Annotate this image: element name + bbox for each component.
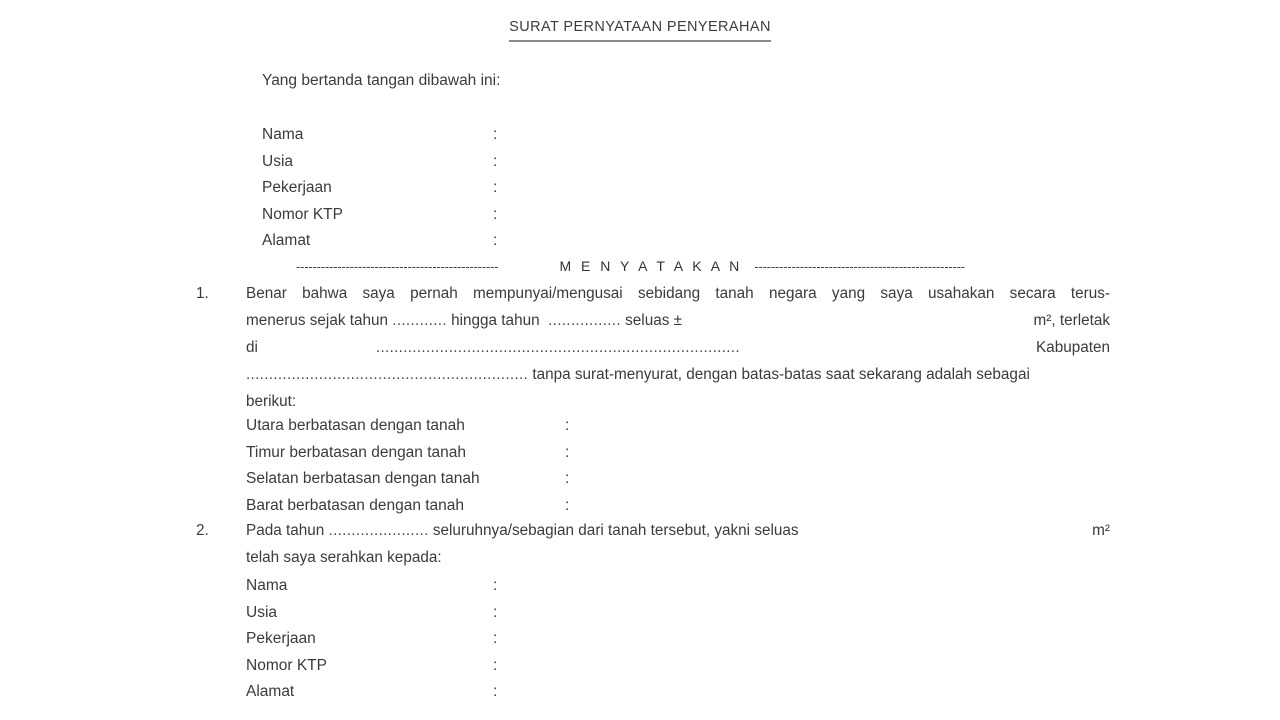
title-container: [0, 18, 1280, 42]
clause-1-kabupaten-label: Kabupaten: [1035, 339, 1110, 356]
clause-1-line-3: [246, 339, 1110, 366]
field-label: Barat berbatasan dengan tanah: [246, 496, 465, 514]
clause-1-line-4-text: tanpa surat-menyurat, dengan batas-batas saat sekarang adalah sebagai: [532, 366, 1030, 383]
clause-1-line-3-text-a: di: [246, 339, 258, 356]
field-label: Usia: [246, 603, 278, 621]
field-colon: :: [493, 232, 498, 250]
clause-1-line-2-text-b: hingga tahun: [451, 312, 540, 329]
clause-1-line-4: [246, 366, 1110, 393]
field-colon: :: [493, 205, 498, 223]
clause-1-line-1: Benar bahwa saya pernah mempunyai/mengusai sebidang tanah negara yang saya usahakan secara terus-: [246, 285, 1110, 302]
clause-2-number: 2.: [196, 522, 209, 539]
field-label: Alamat: [262, 232, 311, 250]
clause-1-line-2: [246, 312, 1110, 339]
clause-1-kabupaten-blank[interactable]: ..............................................................: [246, 366, 529, 383]
clause-2-line-1: [246, 522, 1110, 549]
field-label: Nama: [246, 577, 288, 594]
clause-2-line-2: telah saya serahkan kepada:: [246, 549, 442, 566]
clause-2-area-unit: m²: [1092, 522, 1110, 539]
clause-2-body: [246, 522, 1110, 576]
divider-dashes-right: ---------------------------------------------------: [754, 259, 965, 273]
field-colon: :: [493, 683, 498, 701]
field-colon: :: [493, 630, 498, 648]
clause-2-line-1-text-b: seluruhnya/sebagian dari tanah tersebut, yakni seluas: [432, 522, 799, 539]
field-colon: :: [493, 656, 498, 674]
clause-1-line-5: berikut:: [246, 393, 297, 410]
intro-text: Yang bertanda tangan dibawah ini:: [262, 72, 501, 89]
clause-2-line-1-text-a: Pada tahun: [246, 522, 325, 539]
field-colon: :: [565, 417, 570, 434]
field-label: Usia: [262, 152, 294, 170]
divider-dashes-left: -------------------------------------------------: [296, 259, 499, 273]
clause-1-line-2-text-c: seluas ±: [625, 312, 683, 329]
field-label: Timur berbatasan dengan tanah: [246, 443, 467, 461]
clause-1-location-blank[interactable]: ................................................................................: [375, 339, 740, 356]
field-label: Nama: [262, 126, 304, 143]
field-colon: :: [565, 443, 570, 461]
field-label: Utara berbatasan dengan tanah: [246, 417, 465, 434]
clause-1-line-2-text-a: menerus sejak tahun: [246, 312, 389, 329]
field-label: Alamat: [246, 683, 295, 701]
field-colon: :: [565, 496, 570, 514]
field-label: Nomor KTP: [246, 656, 327, 674]
field-label: Pekerjaan: [246, 630, 316, 648]
clause-1-year-from-blank[interactable]: ............: [392, 312, 447, 329]
menyatakan-divider: [296, 258, 1014, 274]
field-colon: :: [493, 179, 498, 197]
clause-1-area-unit: m², terletak: [1033, 312, 1110, 329]
field-label: Nomor KTP: [262, 205, 343, 223]
field-label: Selatan berbatasan dengan tanah: [246, 470, 480, 488]
page-title: SURAT PERNYATAAN PENYERAHAN: [509, 19, 771, 42]
clause-2-year-blank[interactable]: ......................: [328, 522, 429, 539]
menyatakan-label: M E N Y A T A K A N: [559, 258, 743, 274]
clause-1-body: [246, 285, 1110, 420]
field-label: Pekerjaan: [262, 179, 332, 197]
clause-1-number: 1.: [196, 285, 209, 302]
field-colon: :: [493, 126, 498, 143]
field-colon: :: [493, 577, 498, 594]
clause-1-year-to-blank[interactable]: ................: [548, 312, 621, 329]
field-colon: :: [493, 603, 498, 621]
field-colon: :: [493, 152, 498, 170]
field-colon: :: [565, 470, 570, 488]
